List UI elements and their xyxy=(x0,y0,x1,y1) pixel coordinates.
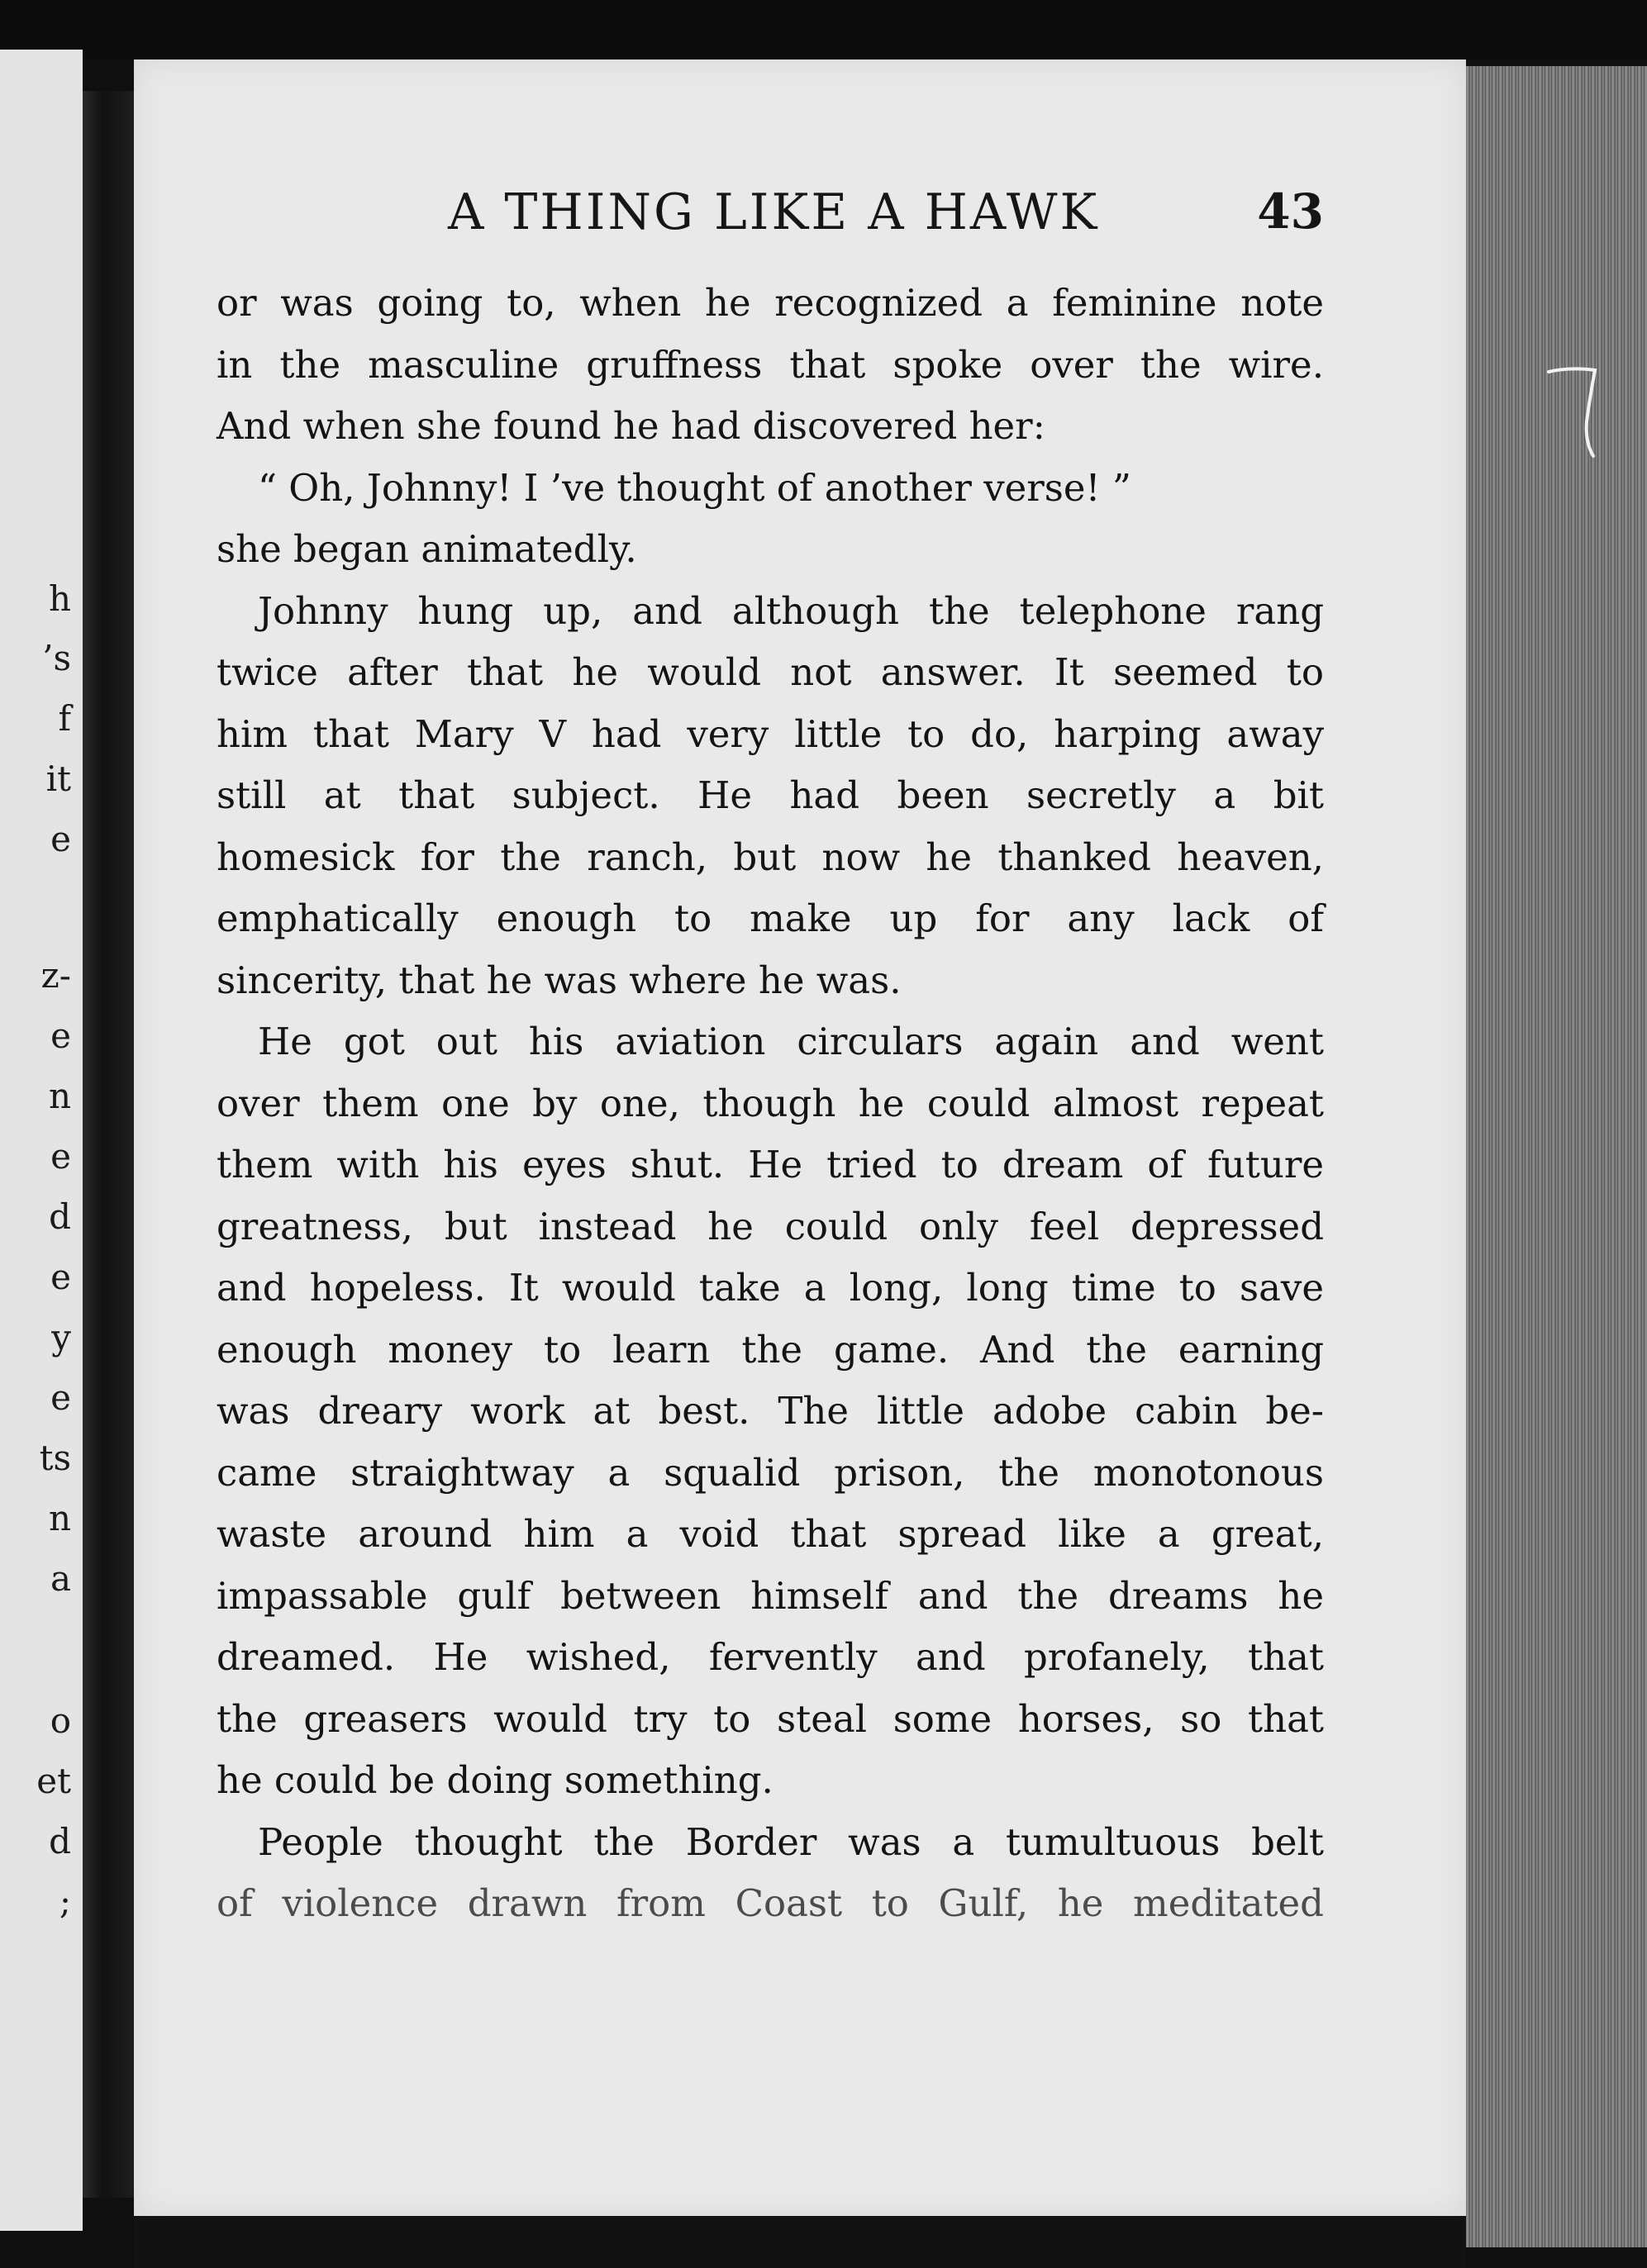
left-fragment: y xyxy=(51,1317,71,1357)
left-fragment: f xyxy=(58,698,71,739)
text-line: dreamed. He wished, fervently and profanely, that xyxy=(217,1635,1324,1679)
text-line: “ Oh, Johnny! I ’ve thought of another verse! ” xyxy=(258,465,1131,510)
text-line: was dreary work at best. The little adobe cabin be- xyxy=(217,1389,1324,1433)
text-line: still at that subject. He had been secretly a bit xyxy=(217,773,1324,817)
text-line: greatness, but instead he could only feel depressed xyxy=(217,1204,1324,1248)
text-line: People thought the Border was a tumultuous belt xyxy=(258,1819,1324,1864)
left-fragment: n xyxy=(48,1498,71,1538)
pencil-mark-icon xyxy=(1545,364,1611,463)
left-facing-page xyxy=(0,50,83,2231)
text-line: waste around him a void that spread like a great, xyxy=(217,1512,1324,1556)
text-line: enough money to learn the game. And the earning xyxy=(217,1327,1324,1372)
left-fragment: e xyxy=(50,1257,71,1297)
running-head xyxy=(217,183,1324,258)
book-gutter xyxy=(83,91,134,2198)
text-line: twice after that he would not answer. It seemed to xyxy=(217,650,1324,694)
text-line: emphatically enough to make up for any lack of xyxy=(217,896,1324,940)
text-line: and hopeless. It would take a long, long time to save xyxy=(217,1266,1324,1310)
left-fragment: ts xyxy=(39,1438,71,1478)
left-fragment: e xyxy=(50,819,71,859)
left-fragment: e xyxy=(50,1015,71,1056)
body-text xyxy=(217,273,1324,1935)
text-line: homesick for the ranch, but now he thanked heaven, xyxy=(217,834,1324,879)
book-page xyxy=(134,59,1466,2216)
left-fragment: it xyxy=(45,758,71,799)
left-fragment: z- xyxy=(40,955,71,996)
text-line: He got out his aviation circulars again and went xyxy=(258,1020,1324,1063)
text-line: the greasers would try to steal some horses, so that xyxy=(217,1696,1324,1741)
left-fragment: n xyxy=(48,1076,71,1116)
text-line: impassable gulf between himself and the dreams he xyxy=(217,1573,1324,1618)
text-line: came straightway a squalid prison, the monotonous xyxy=(217,1450,1324,1495)
left-fragment: o xyxy=(50,1700,71,1741)
text-line: or was going to, when he recognized a feminine note xyxy=(217,281,1324,325)
left-fragment: ; xyxy=(59,1881,71,1922)
top-shadow xyxy=(0,0,1647,59)
left-fragment: ’s xyxy=(42,638,71,678)
text-line: sincerity, that he was where he was. xyxy=(217,958,902,1002)
text-line: him that Mary V had very little to do, harping away xyxy=(217,711,1324,756)
left-fragment: e xyxy=(50,1136,71,1177)
text-line: of violence drawn from Coast to Gulf, he meditated xyxy=(217,1881,1324,1925)
bottom-shadow xyxy=(134,2216,1466,2268)
text-line: she began animatedly. xyxy=(217,527,637,571)
text-line: he could be doing something. xyxy=(217,1758,774,1802)
text-line: them with his eyes shut. He tried to dream of future xyxy=(217,1143,1324,1186)
left-fragment: h xyxy=(48,578,71,619)
text-line: And when she found he had discovered her: xyxy=(217,404,1045,448)
left-fragment: d xyxy=(49,1821,71,1861)
text-line: over them one by one, though he could almost repeat xyxy=(217,1081,1324,1125)
left-fragment: et xyxy=(36,1761,71,1801)
left-fragment: d xyxy=(49,1196,71,1237)
left-fragment: e xyxy=(50,1377,71,1418)
running-head-title: A THING LIKE A HAWK xyxy=(448,183,1100,241)
left-fragment: a xyxy=(50,1558,71,1599)
text-line: in the masculine gruffness that spoke over the wire. xyxy=(217,342,1324,387)
text-line: Johnny hung up, and although the telephone rang xyxy=(258,588,1324,633)
page-number: 43 xyxy=(1257,183,1324,240)
